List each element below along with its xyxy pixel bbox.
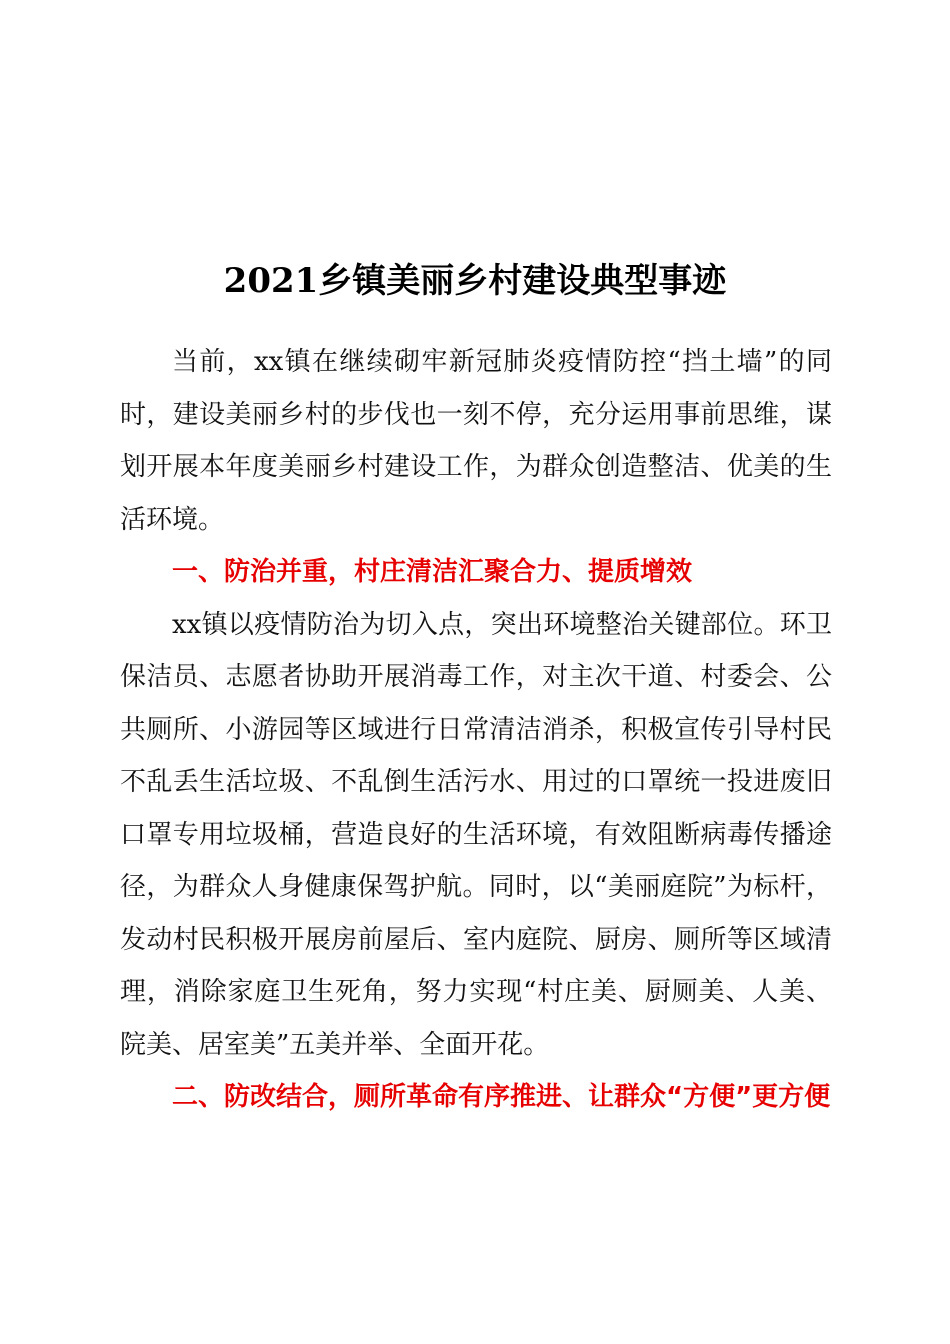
intro-paragraph: 当前，xx镇在继续砌牢新冠肺炎疫情防控“挡土墙”的同时，建设美丽乡村的步伐也一刻不停，充分运用事前思维，谋划开展本年度美丽乡村建设工作，为群众创造整洁、优美的生活环境。 [120,347,832,535]
section-heading-1: 一、防治并重，村庄清洁汇聚合力、提质增效 [172,557,693,587]
document-body [120,336,832,1124]
document-title: 2021乡镇美丽乡村建设典型事迹 [223,261,727,301]
section-heading-2: 二、防改结合，厕所革命有序推进、让群众“方便”更方便 [172,1082,831,1112]
section-1-paragraph: xx镇以疫情防治为切入点，突出环境整治关键部位。环卫保洁员、志愿者协助开展消毒工作，对主次干道、村委会、公共厕所、小游园等区域进行日常清洁消杀，积极宣传引导村民不乱丢生活垃圾、不乱倒生活污水、用过的口罩统一投进废旧口罩专用垃圾桶，营造良好的生活环境，有效阻断病毒传播途径，为群众人身健康保驾护航。同时，以“美丽庭院”为标杆，发动村民积极开展房前屋后、室内庭院、厨房、厕所等区域清理，消除家庭卫生死角，努力实现“村庄美、厨厕美、人美、院美、居室美”五美并举、全面开花。 [120,609,832,1060]
